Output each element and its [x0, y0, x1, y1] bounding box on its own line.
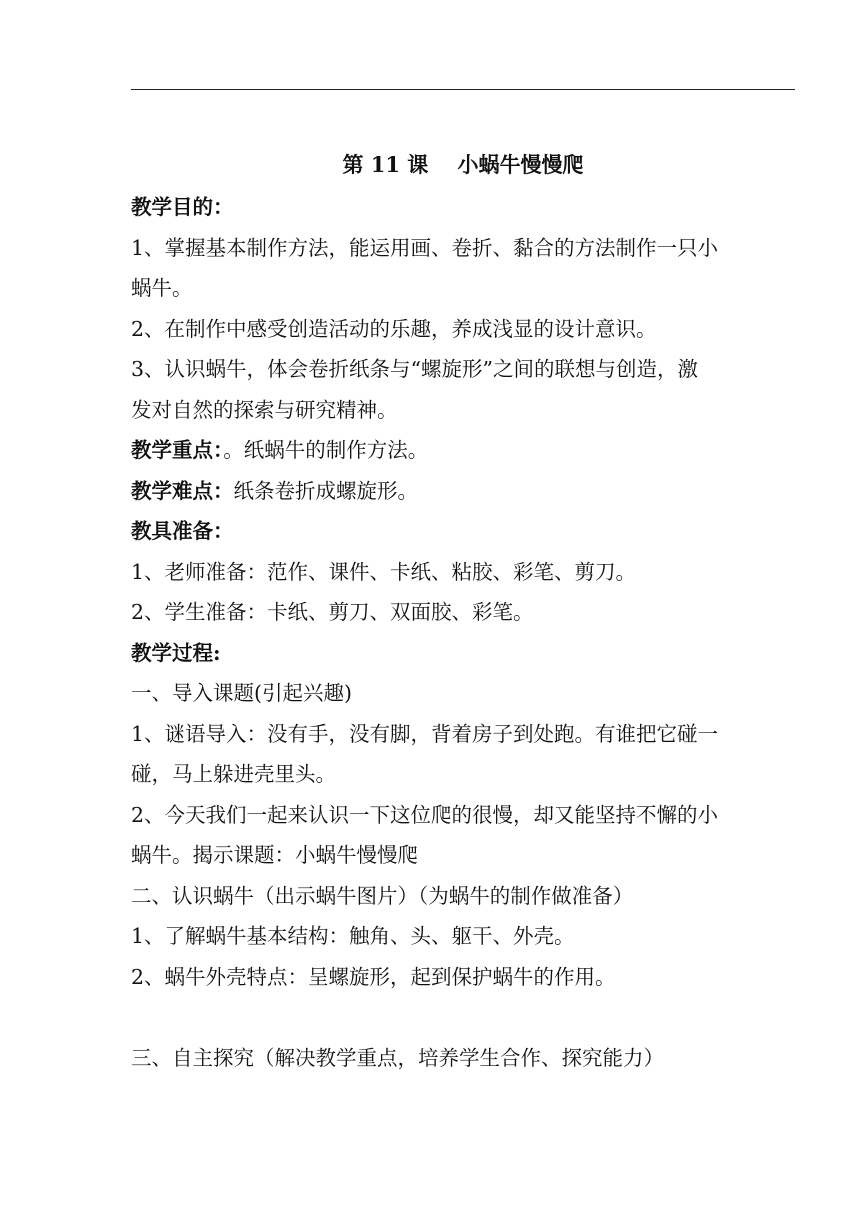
section-heading: 教具准备：: [131, 519, 234, 543]
section-heading: 教学重点：: [131, 438, 224, 462]
section-heading: 教学难点：: [131, 478, 234, 503]
line-text: 一、导入课题(引起兴趣): [131, 681, 352, 705]
text-line: [131, 312, 796, 346]
text-line: [131, 433, 796, 467]
text-line: [131, 514, 796, 548]
line-text: 二、认识蜗牛（出示蜗牛图片）（为蜗牛的制作做准备）: [131, 883, 634, 908]
text-line: [131, 555, 796, 589]
section-heading: 教学过程:: [131, 640, 221, 665]
text-line: [131, 676, 796, 710]
line-text: 纸条卷折成螺旋形。: [233, 478, 418, 503]
line-text: 2、在制作中感受创造活动的乐趣，养成浅显的设计意识。: [131, 316, 657, 341]
line-text: 1、老师准备：范作、课件、卡纸、粘胶、彩笔、剪刀。: [131, 559, 637, 584]
lesson-title: 第 11 课 小蜗牛慢慢爬: [342, 152, 584, 177]
line-text: 蜗牛。: [131, 276, 193, 300]
text-line: [131, 474, 796, 508]
line-text: 。纸蜗牛的制作方法。: [223, 438, 429, 462]
text-line: [131, 717, 796, 751]
line-text: 蜗牛。揭示课题：小蜗牛慢慢爬: [131, 843, 418, 867]
text-line: [131, 595, 796, 629]
text-line: [131, 757, 796, 791]
line-text: 1、掌握基本制作方法，能运用画、卷折、黏合的方法制作一只小: [131, 235, 719, 260]
text-line: [131, 838, 796, 872]
line-text: 三、自主探究（解决教学重点，培养学生合作、探究能力）: [131, 1045, 664, 1070]
text-line: [131, 636, 796, 670]
header-rule: [131, 89, 795, 90]
section-heading: 教学目的：: [131, 195, 234, 219]
line-text: 1、谜语导入：没有手，没有脚，背着房子到处跑。有谁把它碰一: [131, 721, 719, 746]
text-line: [131, 919, 796, 953]
line-text: 碰，马上躲进壳里头。: [131, 762, 336, 786]
text-line: [131, 190, 796, 224]
text-line: [131, 798, 796, 832]
line-text: 发对自然的探索与研究精神。: [131, 397, 398, 422]
text-line: [131, 1041, 796, 1075]
text-line: [131, 393, 796, 427]
line-text: 2、今天我们一起来认识一下这位爬的很慢，却又能坚持不懈的小: [131, 802, 719, 827]
text-line: [131, 879, 796, 913]
line-text: 1、了解蜗牛基本结构：触角、头、躯干、外壳。: [131, 924, 575, 948]
line-text: 3、认识蜗牛，体会卷折纸条与“螺旋形”之间的联想与创造，激: [131, 357, 699, 381]
text-line: [131, 271, 796, 305]
text-line: [131, 231, 796, 265]
text-line: [131, 960, 796, 994]
line-text: 2、学生准备：卡纸、剪刀、双面胶、彩笔。: [131, 600, 534, 624]
line-text: 2、蜗牛外壳特点：呈螺旋形，起到保护蜗牛的作用。: [131, 964, 616, 989]
text-line: [131, 352, 796, 386]
